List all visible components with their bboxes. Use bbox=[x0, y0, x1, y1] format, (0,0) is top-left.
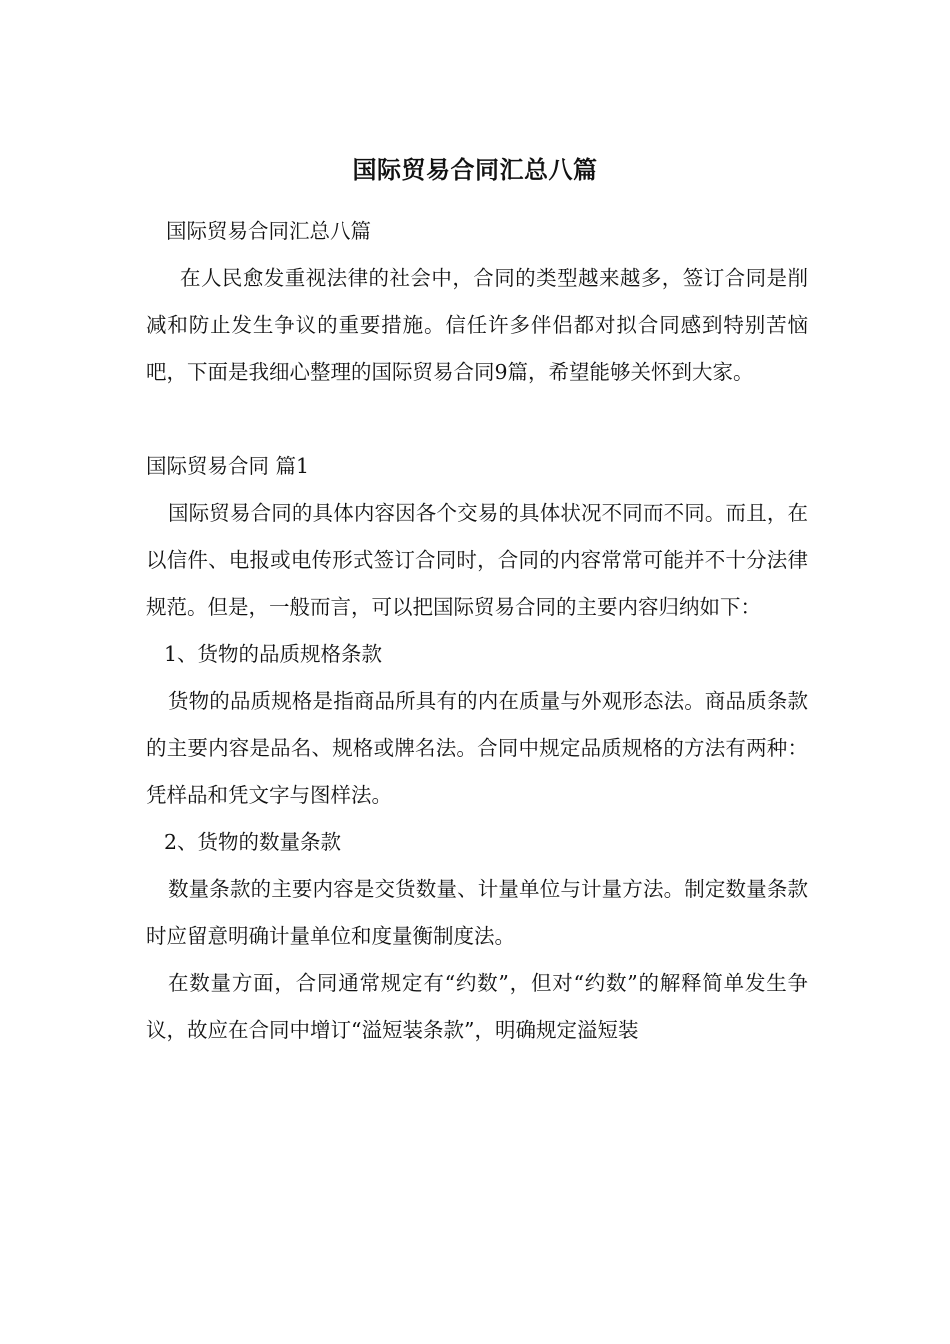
document-subtitle: 国际贸易合同汇总八篇 bbox=[166, 219, 371, 243]
clause-heading-quantity: 2、货物的数量条款 bbox=[164, 830, 342, 854]
section-heading: 国际贸易合同 篇1 bbox=[146, 454, 310, 478]
paragraph-contract-content: 国际贸易合同的具体内容因各个交易的具体状况不同而不同。而且，在以信件、电报或电传形式签订合同时，合同的内容常常可能并不十分法律规范。但是，一般而言，可以把国际贸易合同的主要内容归纳如下： bbox=[146, 501, 808, 619]
paragraph-quality: 货物的品质规格是指商品所具有的内在质量与外观形态法。商品质条款的主要内容是品名、规格或牌名法。合同中规定品质规格的方法有两种：凭样品和凭文字与图样法。 bbox=[146, 689, 808, 807]
intro-paragraph: 在人民愈发重视法律的社会中，合同的类型越来越多，签订合同是削减和防止发生争议的重要措施。信任许多伴侣都对拟合同感到特别苦恼吧，下面是我细心整理的国际贸易合同9篇，希望能够关怀到大家。 bbox=[146, 266, 808, 384]
document-body bbox=[146, 208, 808, 1054]
paragraph-quantity: 数量条款的主要内容是交货数量、计量单位与计量方法。制定数量条款时应留意明确计量单位和度量衡制度法。 bbox=[146, 877, 808, 948]
paragraph-approximate-quantity: 在数量方面，合同通常规定有“约数”，但对“约数”的解释简单发生争议，故应在合同中增订“溢短装条款”，明确规定溢短装 bbox=[146, 971, 808, 1042]
blank-line bbox=[146, 396, 808, 443]
clause-heading-quality: 1、货物的品质规格条款 bbox=[164, 642, 383, 666]
document-title: 国际贸易合同汇总八篇 bbox=[352, 155, 598, 184]
